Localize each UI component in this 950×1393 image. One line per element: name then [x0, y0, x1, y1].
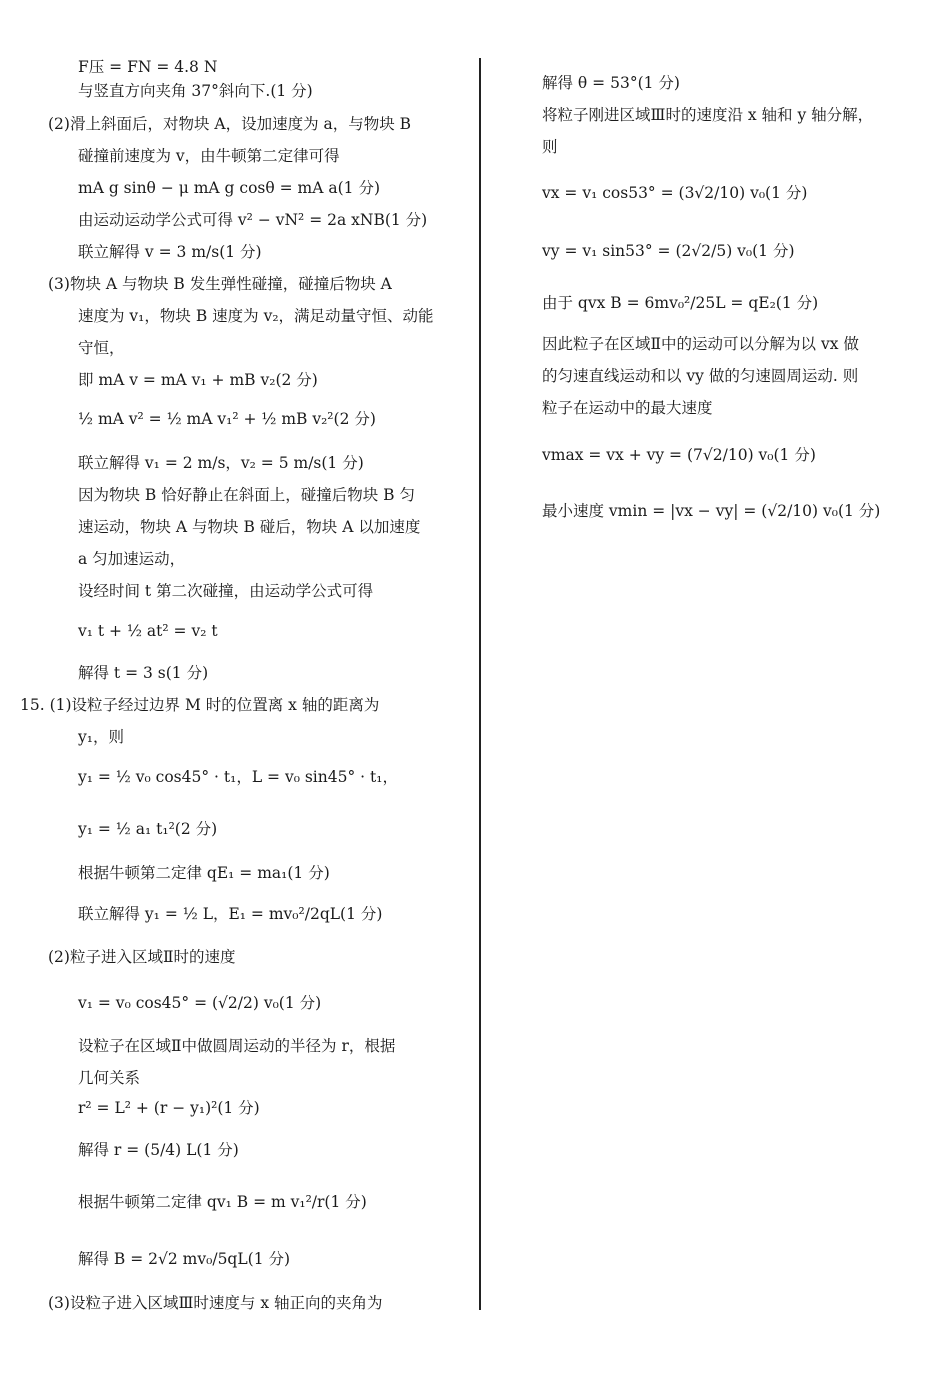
text-line: 粒子在运动中的最大速度 — [542, 399, 713, 417]
text-line: 速度为 v₁，物块 B 速度为 v₂，满足动量守恒、动能 — [78, 307, 434, 325]
formula-line: r² = L² + (r − y₁)²(1 分) — [78, 1099, 260, 1117]
formula-line: 由于 qvx B = 6mv₀²/25L = qE₂(1 分) — [542, 294, 819, 312]
formula-line: y₁ = ½ a₁ t₁²(2 分) — [78, 820, 218, 838]
text-line: 联立解得 v = 3 m/s(1 分) — [78, 243, 262, 261]
formula-line: vx = v₁ cos53° = (3√2/10) v₀(1 分) — [542, 184, 808, 202]
formula-line: v₁ = v₀ cos45° = (√2/2) v₀(1 分) — [78, 994, 322, 1012]
text-line: (3)设粒子进入区域Ⅲ时速度与 x 轴正向的夹角为 — [48, 1294, 383, 1312]
formula-line: 最小速度 vmin = |vx − vy| = (√2/10) v₀(1 分) — [542, 502, 881, 520]
question-15-line: 15. (1)设粒子经过边界 M 时的位置离 x 轴的距离为 — [20, 696, 380, 714]
text-line: 根据牛顿第二定律 qE₁ = ma₁(1 分) — [78, 864, 330, 882]
formula-line: mA g sinθ − μ mA g cosθ = mA a(1 分) — [78, 179, 380, 197]
text-line: 则 — [542, 138, 558, 156]
text-line: 因此粒子在区域Ⅱ中的运动可以分解为以 vx 做 — [542, 335, 859, 353]
text-line: 将粒子刚进区域Ⅲ时的速度沿 x 轴和 y 轴分解， — [542, 106, 874, 124]
text-line: y₁，则 — [78, 728, 124, 746]
formula-line: 联立解得 y₁ = ½ L，E₁ = mv₀²/2qL(1 分) — [78, 905, 383, 923]
text-line: 碰撞前速度为 v，由牛顿第二定律可得 — [78, 147, 340, 165]
text-line: 解得 θ = 53°(1 分) — [542, 74, 680, 92]
text-line: (2)粒子进入区域Ⅱ时的速度 — [48, 948, 236, 966]
formula-line: ½ mA v² = ½ mA v₁² + ½ mB v₂²(2 分) — [78, 410, 376, 428]
text-line: 设经时间 t 第二次碰撞，由运动学公式可得 — [78, 582, 374, 600]
text-line: (2)滑上斜面后，对物块 A，设加速度为 a，与物块 B — [48, 115, 412, 133]
text-line: (3)物块 A 与物块 B 发生弹性碰撞，碰撞后物块 A — [48, 275, 392, 293]
text-line: 与竖直方向夹角 37°斜向下.(1 分) — [78, 82, 313, 100]
formula-line: y₁ = ½ v₀ cos45° · t₁，L = v₀ sin45° · t₁， — [78, 768, 398, 786]
text-line: 的匀速直线运动和以 vy 做的匀速圆周运动. 则 — [542, 367, 859, 385]
text-line: 联立解得 v₁ = 2 m/s，v₂ = 5 m/s(1 分) — [78, 454, 364, 472]
formula-line: vmax = vx + vy = (7√2/10) v₀(1 分) — [542, 446, 816, 464]
formula-line: vy = v₁ sin53° = (2√2/5) v₀(1 分) — [542, 242, 795, 260]
text-line: a 匀加速运动， — [78, 550, 186, 568]
text-line: 设粒子在区域Ⅱ中做圆周运动的半径为 r，根据 — [78, 1037, 396, 1055]
formula-line: 解得 B = 2√2 mv₀/5qL(1 分) — [78, 1250, 291, 1268]
text-line: F压 = FN = 4.8 N — [78, 58, 218, 76]
text-line: 几何关系 — [78, 1069, 141, 1087]
formula-line: 根据牛顿第二定律 qv₁ B = m v₁²/r(1 分) — [78, 1193, 367, 1211]
text-line: 速运动，物块 A 与物块 B 碰后，物块 A 以加速度 — [78, 518, 421, 536]
text-line: 因为物块 B 恰好静止在斜面上，碰撞后物块 B 匀 — [78, 486, 415, 504]
formula-line: 解得 r = (5/4) L(1 分) — [78, 1141, 239, 1159]
text-line: 解得 t = 3 s(1 分) — [78, 664, 209, 682]
text-line: 由运动运动学公式可得 v² − vN² = 2a xNB(1 分) — [78, 211, 428, 229]
formula-line: v₁ t + ½ at² = v₂ t — [78, 622, 218, 640]
text-line: 守恒， — [78, 339, 125, 357]
formula-line: 即 mA v = mA v₁ + mB v₂(2 分) — [78, 371, 318, 389]
column-divider — [479, 58, 481, 1310]
